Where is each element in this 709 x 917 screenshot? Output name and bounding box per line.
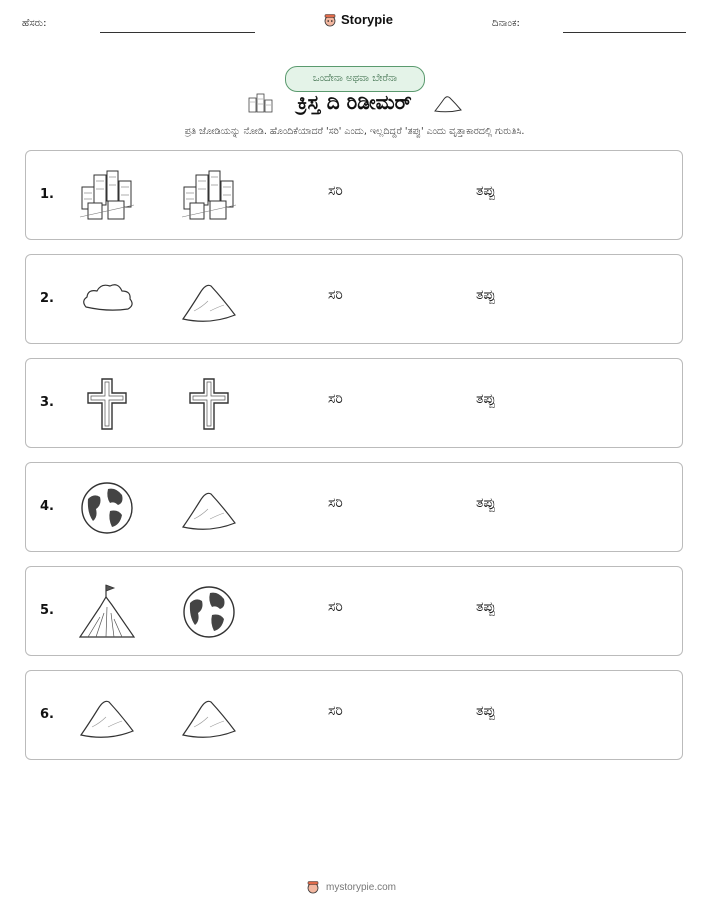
mascot-icon bbox=[306, 880, 320, 894]
question-number: 4. bbox=[40, 499, 54, 514]
globe-icon bbox=[180, 583, 238, 641]
question-card-5 bbox=[25, 566, 683, 656]
cross-icon bbox=[78, 375, 136, 433]
cloud-icon bbox=[78, 271, 136, 329]
option-false[interactable]: ತಪ್ಪು bbox=[476, 183, 496, 199]
question-card-1 bbox=[25, 150, 683, 240]
option-true[interactable]: ಸರಿ bbox=[328, 287, 343, 303]
brand-name: Storypie bbox=[341, 12, 394, 27]
date-label: ದಿನಾಂಕ: bbox=[492, 18, 520, 29]
question-card-2 bbox=[25, 254, 683, 344]
city-icon bbox=[78, 167, 136, 225]
instructions: ಪ್ರತಿ ಜೋಡಿಯನ್ನು ನೋಡಿ. ಹೊಂದಿಕೆಯಾದರೆ 'ಸರಿ' ಎಂದು, ಇಲ್ಲದಿದ್ದರೆ 'ತಪ್ಪು' ಎಂದು ವೃತ್ತಾಕಾರದಲ್ಲಿ ಗುರುತಿಸಿ. bbox=[184, 126, 525, 137]
mountain-icon bbox=[433, 94, 463, 114]
mountain-icon bbox=[180, 687, 238, 745]
name-label: ಹೆಸರು: bbox=[22, 18, 47, 29]
worksheet-type-badge: ಒಂದೇನಾ ಅಥವಾ ಬೇರೆನಾ bbox=[285, 66, 425, 92]
option-false[interactable]: ತಪ್ಪು bbox=[476, 391, 496, 407]
question-number: 3. bbox=[40, 395, 54, 410]
city-icon bbox=[180, 167, 238, 225]
title-text: ಕ್ರಿಸ್ತ ದಿ ರಿಡೀಮರ್ bbox=[297, 90, 412, 114]
question-number: 5. bbox=[40, 603, 54, 618]
option-true[interactable]: ಸರಿ bbox=[328, 495, 343, 511]
option-false[interactable]: ತಪ್ಪು bbox=[476, 287, 496, 303]
date-field[interactable] bbox=[563, 32, 686, 33]
mountain-icon bbox=[78, 687, 136, 745]
peak-flag-icon bbox=[78, 583, 136, 641]
question-card-6 bbox=[25, 670, 683, 760]
option-true[interactable]: ಸರಿ bbox=[328, 183, 343, 199]
option-false[interactable]: ತಪ್ಪು bbox=[476, 703, 496, 719]
option-true[interactable]: ಸರಿ bbox=[328, 599, 343, 615]
name-field[interactable] bbox=[100, 32, 255, 33]
mountain-icon bbox=[180, 479, 238, 537]
question-card-4 bbox=[25, 462, 683, 552]
question-number: 6. bbox=[40, 707, 54, 722]
option-true[interactable]: ಸರಿ bbox=[328, 703, 343, 719]
option-true[interactable]: ಸರಿ bbox=[328, 391, 343, 407]
footer-url[interactable]: mystorypie.com bbox=[326, 881, 397, 893]
mountain-icon bbox=[180, 271, 238, 329]
question-number: 2. bbox=[40, 291, 54, 306]
option-false[interactable]: ತಪ್ಪು bbox=[476, 495, 496, 511]
brand-logo bbox=[323, 12, 393, 27]
footer bbox=[306, 880, 396, 894]
question-number: 1. bbox=[40, 187, 54, 202]
globe-icon bbox=[78, 479, 136, 537]
option-false[interactable]: ತಪ್ಪು bbox=[476, 599, 496, 615]
cross-icon bbox=[180, 375, 238, 433]
mascot-icon bbox=[323, 13, 337, 27]
page-title bbox=[0, 90, 709, 116]
question-card-3 bbox=[25, 358, 683, 448]
city-icon bbox=[246, 92, 276, 116]
